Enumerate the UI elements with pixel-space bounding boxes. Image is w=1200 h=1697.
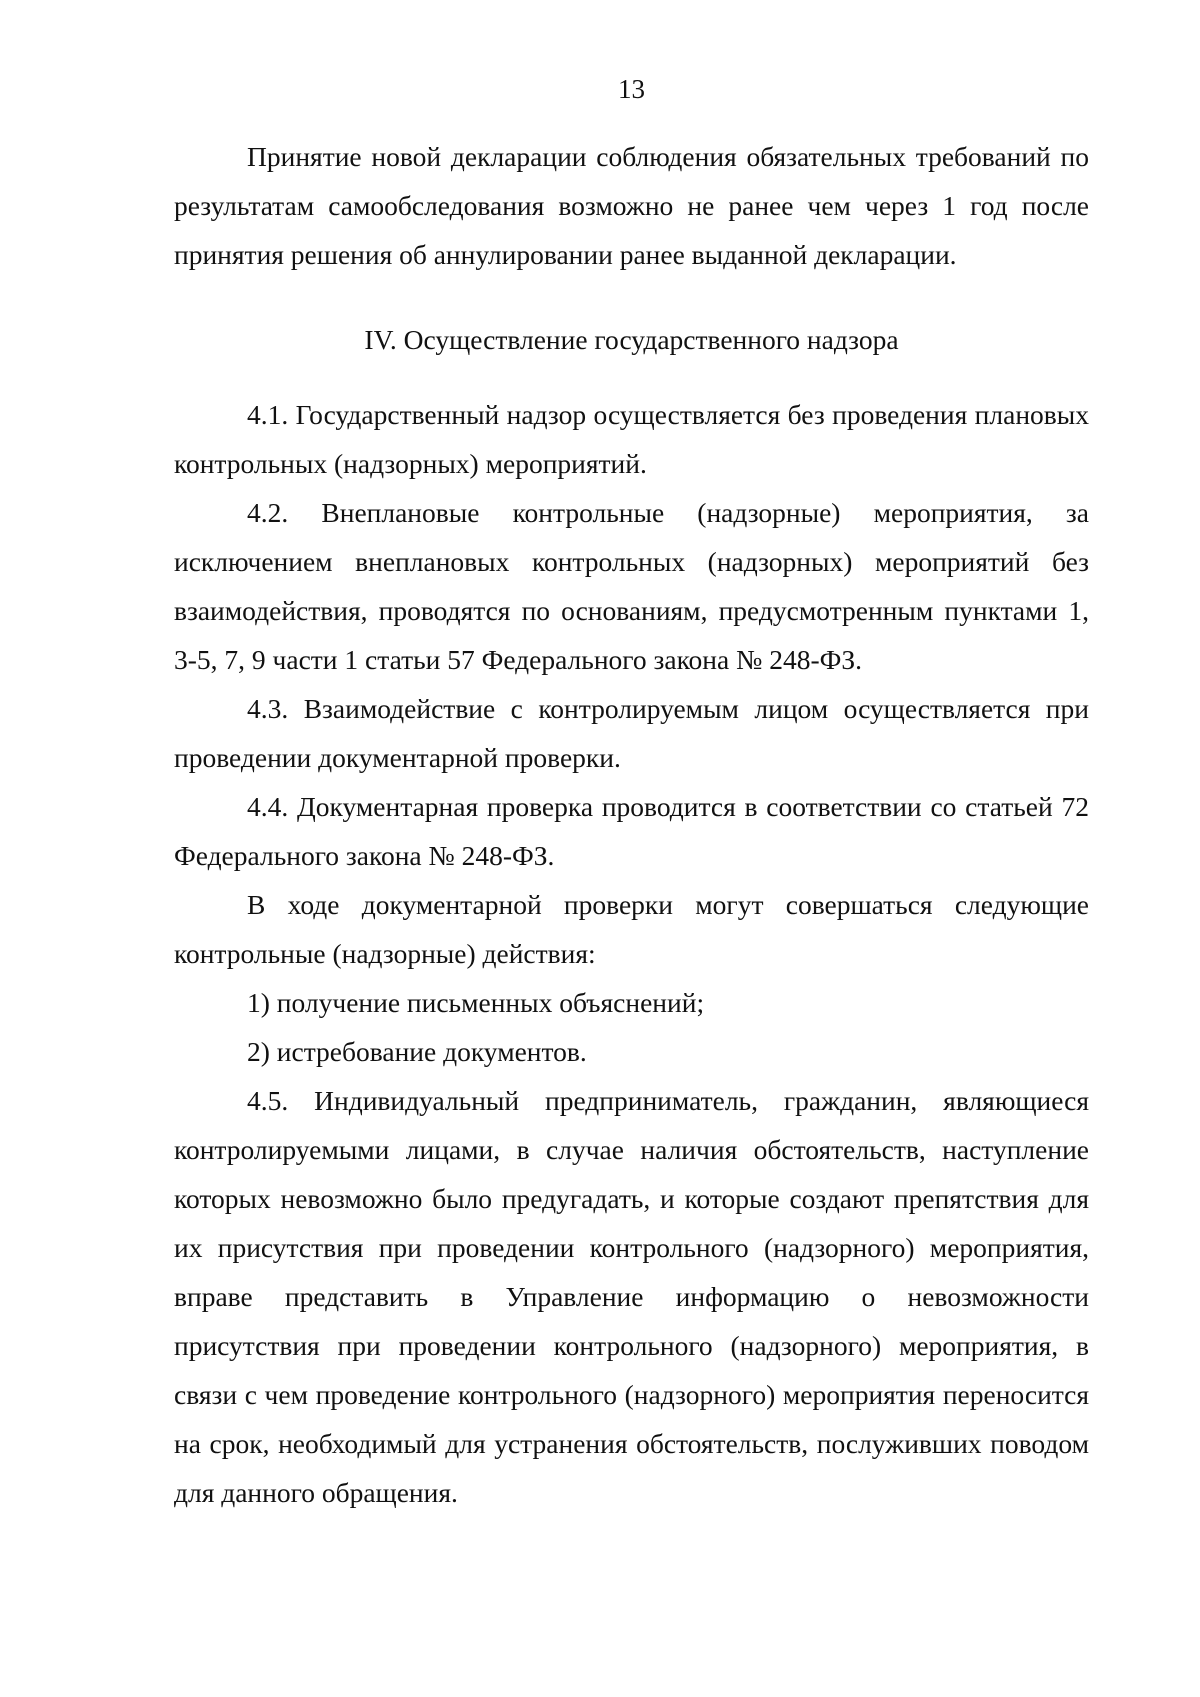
paragraph-4-1: 4.1. Государственный надзор осуществляется без проведения плановых контрольных (надзорных) мероприятий.	[174, 399, 1089, 479]
section-heading: IV. Осуществление государственного надзора	[364, 324, 899, 355]
paragraph-4-2: 4.2. Внеплановые контрольные (надзорные) мероприятия, за исключением внеплановых контрольных (надзорных) мероприятий без взаимодействия, проводятся по основаниям, предусмотренным пунктами 1, 3-5, 7, 9 части 1 статьи 57 Федерального закона № 248-ФЗ.	[174, 497, 1089, 675]
paragraph-inspection-actions: В ходе документарной проверки могут совершаться следующие контрольные (надзорные) действия:	[174, 889, 1089, 969]
document-body	[174, 132, 1089, 1517]
paragraph-4-3: 4.3. Взаимодействие с контролируемым лицом осуществляется при проведении документарной проверки.	[174, 693, 1089, 773]
list-item-2: 2) истребование документов.	[247, 1036, 587, 1067]
paragraph-new-declaration: Принятие новой декларации соблюдения обязательных требований по результатам самообследования возможно не ранее чем через 1 год после принятия решения об аннулировании ранее выданной декларации.	[174, 141, 1089, 270]
list-item-1: 1) получение письменных объяснений;	[247, 987, 705, 1018]
paragraph-4-5: 4.5. Индивидуальный предприниматель, гражданин, являющиеся контролируемыми лицами, в случае наличия обстоятельств, наступление которых невозможно было предугадать, и которые создают препятствия для их присутствия при проведении контрольного (надзорного) мероприятия, вправе представить в Управление информацию о невозможности присутствия при проведении контрольного (надзорного) мероприятия, в связи с чем проведение контрольного (надзорного) мероприятия переносится на срок, необходимый для устранения обстоятельств, послуживших поводом для данного обращения.	[174, 1085, 1089, 1508]
page-number: 13	[618, 74, 645, 104]
paragraph-4-4: 4.4. Документарная проверка проводится в соответствии со статьей 72 Федерального закона № 248-ФЗ.	[174, 791, 1089, 871]
